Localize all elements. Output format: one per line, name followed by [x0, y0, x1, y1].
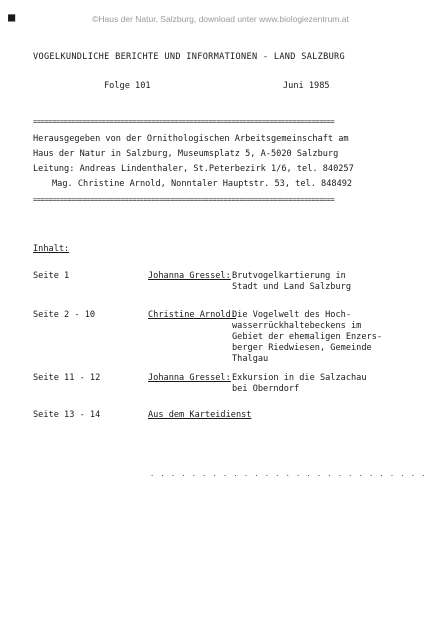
issue-number: Folge 101 [104, 81, 151, 91]
entry-4-author: Aus dem Karteidienst [148, 410, 252, 420]
entry-1-author: Johanna Gressel: [148, 271, 231, 281]
entry-3-author: Johanna Gressel: [148, 373, 231, 383]
publisher-line-2: Haus der Natur in Salzburg, Museumsplatz 5, A-5020 Salzburg [33, 149, 339, 159]
separator-rule-top: =============================================================================== [33, 118, 335, 126]
entry-1-pages: Seite 1 [33, 271, 70, 281]
newsletter-title: VOGELKUNDLICHE BERICHTE UND INFORMATIONEN - LAND SALZBURG [33, 52, 346, 62]
entry-3-pages: Seite 11 - 12 [33, 373, 101, 383]
contents-heading: Inhalt: [33, 244, 70, 254]
corner-mark: ■ [8, 10, 16, 24]
publisher-line-4: Mag. Christine Arnold, Nonntaler Hauptstr. 53, tel. 848492 [52, 179, 353, 189]
entry-4-pages: Seite 13 - 14 [33, 410, 101, 420]
separator-rule-bottom: =============================================================================== [33, 196, 335, 204]
issue-date: Juni 1985 [283, 81, 330, 91]
entry-1-title: Brutvogelkartierung in Stadt und Land Salzburg [232, 271, 351, 292]
entry-2-author: Christine Arnold: [148, 310, 236, 320]
entry-3-title: Exkursion in die Salzachau bei Oberndorf [232, 373, 367, 394]
publisher-line-3: Leitung: Andreas Lindenthaler, St.Peterbezirk 1/6, tel. 840257 [33, 164, 354, 174]
publisher-line-1: Herausgegeben von der Ornithologischen Arbeitsgemeinschaft am [33, 134, 349, 144]
watermark-text: ©Haus der Natur, Salzburg, download unter www.biologiezentrum.at [92, 14, 349, 24]
entry-2-pages: Seite 2 - 10 [33, 310, 96, 320]
footer-dots: . . . . . . . . . . . . . . . . . . . . . . . . . . . [150, 470, 427, 478]
entry-2-title: Die Vogelwelt des Hoch- wasserrückhaltebeckens im Gebiet der ehemaligen Enzers- berger Riedwiesen, Gemeinde Thalgau [232, 310, 383, 364]
